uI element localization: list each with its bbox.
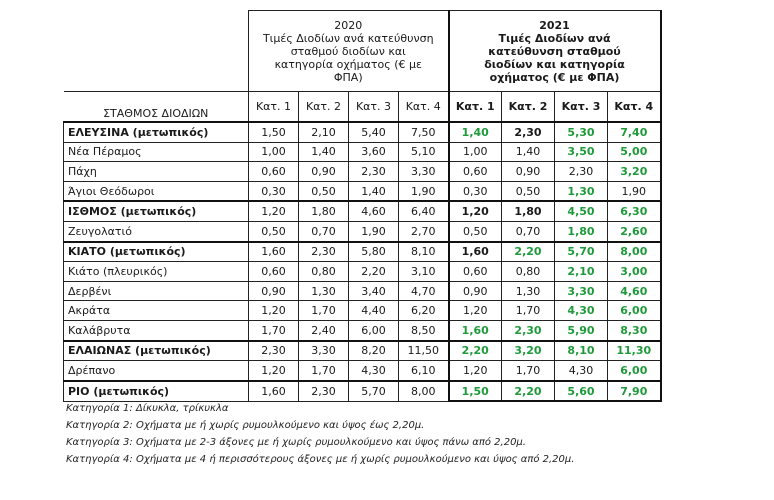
price-2020-cell: 1,20 [249,301,299,321]
price-2021-cell: 1,90 [608,181,661,201]
price-2021-cell: 6,00 [608,361,661,381]
price-2020-cell: 2,20 [349,262,399,282]
price-2021-cell: 2,20 [502,242,555,262]
price-2021-cell: 0,30 [449,181,502,201]
price-2020-cell: 5,10 [399,142,449,162]
toll-table-body [64,11,661,402]
price-2021-cell: 0,90 [502,162,555,182]
price-2020-cell: 1,70 [299,361,349,381]
price-2021-cell: 7,40 [608,122,661,142]
station-name: Δρέπανο [64,361,249,381]
price-2020-cell: 1,00 [249,142,299,162]
table-row [64,142,661,162]
price-2021-cell: 0,90 [449,281,502,301]
station-name: Νέα Πέραμος [64,142,249,162]
header-2021-line: κατεύθυνση σταθμού [488,44,621,58]
price-2021-cell: 0,80 [502,262,555,282]
header-2020-year: 2020 [334,18,363,32]
price-2021-cell: 8,00 [608,242,661,262]
price-2021-cell: 4,30 [555,361,608,381]
price-2020-cell: 8,50 [399,320,449,340]
price-2020-cell: 11,50 [399,341,449,361]
table-row [64,381,661,402]
table-row [64,361,661,381]
price-2021-cell: 5,00 [608,142,661,162]
price-2021-cell: 3,20 [502,341,555,361]
price-2020-cell: 1,70 [299,301,349,321]
table-row [64,320,661,340]
price-2020-cell: 0,50 [249,221,299,241]
toll-price-table [63,10,662,402]
price-2020-cell: 2,40 [299,320,349,340]
price-2020-cell: 2,30 [249,341,299,361]
price-2020-cell: 2,10 [299,122,349,142]
price-2020-cell: 1,40 [299,142,349,162]
price-2020-cell: 0,30 [249,181,299,201]
station-name: ΕΛΑΙΩΝΑΣ (μετωπικός) [64,341,249,361]
price-2020-cell: 8,00 [399,381,449,402]
category-header-2021: Κατ. 1 [449,92,502,123]
note-category-1: Κατηγορία 1: Δίκυκλα, τρίκυκλα [66,403,229,414]
price-2021-cell: 4,60 [608,281,661,301]
price-2020-cell: 7,50 [399,122,449,142]
price-2021-cell: 1,30 [555,181,608,201]
price-2020-cell: 4,30 [349,361,399,381]
header-2021-line: Τιμές Διοδίων ανά [498,31,611,45]
table-row [64,122,661,142]
category-header-2021: Κατ. 3 [555,92,608,123]
category-header-2021: Κατ. 2 [502,92,555,123]
header-row-years [64,11,661,92]
price-2020-cell: 3,30 [299,341,349,361]
price-2020-cell: 0,90 [249,281,299,301]
price-2021-cell: 3,20 [608,162,661,182]
price-2020-cell: 4,40 [349,301,399,321]
station-name: Άγιοι Θεόδωροι [64,181,249,201]
header-2020-line: κατηγορία οχήματος (€ με [274,57,422,71]
price-2021-cell: 7,90 [608,381,661,402]
table-row [64,242,661,262]
station-name: Ακράτα [64,301,249,321]
price-2020-cell: 0,90 [299,162,349,182]
price-2020-cell: 2,30 [299,242,349,262]
price-2021-cell: 2,30 [502,320,555,340]
note-category-4: Κατηγορία 4: Οχήματα με 4 ή περισσότερους άξονες με ή χωρίς ρυμουλκούμενο και ύψος από 2,20μ. [66,454,575,465]
price-2021-cell: 1,70 [502,301,555,321]
price-2020-cell: 1,40 [349,181,399,201]
price-2021-cell: 1,20 [449,361,502,381]
price-2021-cell: 5,30 [555,122,608,142]
price-2021-cell: 0,50 [502,181,555,201]
price-2021-cell: 1,20 [449,201,502,221]
header-2021-line: οχήματος (€ με ΦΠΑ) [489,70,620,84]
price-2020-cell: 1,80 [299,201,349,221]
price-2020-cell: 1,20 [249,361,299,381]
price-2020-cell: 1,30 [299,281,349,301]
table-row [64,221,661,241]
price-2020-cell: 1,70 [249,320,299,340]
price-2021-cell: 5,70 [555,242,608,262]
station-name: Κιάτο (πλευρικός) [64,262,249,282]
category-notes [66,400,574,468]
price-2021-cell: 1,80 [502,201,555,221]
table-row [64,262,661,282]
price-2021-cell: 2,20 [502,381,555,402]
price-2020-cell: 1,60 [249,381,299,402]
price-2020-cell: 5,40 [349,122,399,142]
price-2021-cell: 0,50 [449,221,502,241]
price-2020-cell: 1,60 [249,242,299,262]
price-2021-cell: 8,30 [608,320,661,340]
category-header-2020: Κατ. 3 [349,92,399,123]
price-2021-cell: 3,50 [555,142,608,162]
header-2020 [249,11,449,92]
price-2020-cell: 3,30 [399,162,449,182]
price-2020-cell: 6,40 [399,201,449,221]
price-2021-cell: 0,70 [502,221,555,241]
price-2021-cell: 1,00 [449,142,502,162]
table-row [64,201,661,221]
header-2021 [449,11,661,92]
price-2020-cell: 4,70 [399,281,449,301]
price-2021-cell: 4,30 [555,301,608,321]
price-2021-cell: 1,40 [502,142,555,162]
price-2020-cell: 8,20 [349,341,399,361]
price-2020-cell: 0,50 [299,181,349,201]
table-row [64,341,661,361]
category-header-2020: Κατ. 2 [299,92,349,123]
table-row [64,181,661,201]
price-2021-cell: 11,30 [608,341,661,361]
note-category-3: Κατηγορία 3: Οχήματα με 2-3 άξονες με ή χωρίς ρυμουλκούμενο και ύψος πάνω από 2,20μ. [66,437,526,448]
price-2021-cell: 1,70 [502,361,555,381]
price-2020-cell: 5,80 [349,242,399,262]
price-2021-cell: 6,00 [608,301,661,321]
empty-corner [64,11,249,92]
price-2021-cell: 1,50 [449,381,502,402]
price-2021-cell: 5,90 [555,320,608,340]
station-column-header: ΣΤΑΘΜΟΣ ΔΙΟΔΙΩΝ [64,92,249,123]
station-name: ΙΣΘΜΟΣ (μετωπικός) [64,201,249,221]
price-2021-cell: 1,80 [555,221,608,241]
price-2020-cell: 3,10 [399,262,449,282]
station-name: Καλάβρυτα [64,320,249,340]
price-2020-cell: 1,90 [399,181,449,201]
station-name: ΕΛΕΥΣΙΝΑ (μετωπικός) [64,122,249,142]
price-2020-cell: 0,60 [249,162,299,182]
price-2021-cell: 2,30 [502,122,555,142]
station-name: Πάχη [64,162,249,182]
price-2020-cell: 8,10 [399,242,449,262]
header-2021-line: διοδίων και κατηγορία [484,57,625,71]
price-2020-cell: 2,30 [299,381,349,402]
category-header-2020: Κατ. 1 [249,92,299,123]
category-header-2020: Κατ. 4 [399,92,449,123]
price-2021-cell: 3,30 [555,281,608,301]
table-row [64,281,661,301]
header-row-categories [64,92,661,123]
price-2021-cell: 2,20 [449,341,502,361]
price-2021-cell: 5,60 [555,381,608,402]
price-2021-cell: 2,30 [555,162,608,182]
price-2020-cell: 3,60 [349,142,399,162]
price-2020-cell: 1,50 [249,122,299,142]
station-name: ΚΙΑΤΟ (μετωπικός) [64,242,249,262]
price-2020-cell: 2,70 [399,221,449,241]
station-name: ΡΙΟ (μετωπικός) [64,381,249,402]
price-2021-cell: 3,00 [608,262,661,282]
price-2020-cell: 1,20 [249,201,299,221]
price-2020-cell: 6,00 [349,320,399,340]
price-2021-cell: 1,60 [449,242,502,262]
header-2021-year: 2021 [539,18,570,32]
table-row [64,301,661,321]
price-2020-cell: 2,30 [349,162,399,182]
price-2020-cell: 0,80 [299,262,349,282]
price-2020-cell: 3,40 [349,281,399,301]
price-2021-cell: 8,10 [555,341,608,361]
price-2020-cell: 6,10 [399,361,449,381]
price-2020-cell: 4,60 [349,201,399,221]
price-2020-cell: 0,60 [249,262,299,282]
note-category-2: Κατηγορία 2: Οχήματα με ή χωρίς ρυμουλκούμενο και ύψος έως 2,20μ. [66,420,425,431]
price-2021-cell: 0,60 [449,262,502,282]
header-2020-line: Τιμές Διοδίων ανά κατεύθυνση [262,31,434,45]
price-2020-cell: 6,20 [399,301,449,321]
price-2021-cell: 1,20 [449,301,502,321]
price-2021-cell: 2,10 [555,262,608,282]
table-row [64,162,661,182]
price-2021-cell: 2,60 [608,221,661,241]
price-2021-cell: 0,60 [449,162,502,182]
header-2020-line: ΦΠΑ) [333,70,363,84]
station-name: Ζευγολατιό [64,221,249,241]
price-2020-cell: 0,70 [299,221,349,241]
price-2021-cell: 1,60 [449,320,502,340]
category-header-2021: Κατ. 4 [608,92,661,123]
header-2020-line: σταθμού διοδίων και [290,44,406,58]
price-2020-cell: 1,90 [349,221,399,241]
price-2020-cell: 5,70 [349,381,399,402]
price-2021-cell: 1,30 [502,281,555,301]
price-2021-cell: 1,40 [449,122,502,142]
price-2021-cell: 4,50 [555,201,608,221]
station-name: Δερβένι [64,281,249,301]
price-2021-cell: 6,30 [608,201,661,221]
